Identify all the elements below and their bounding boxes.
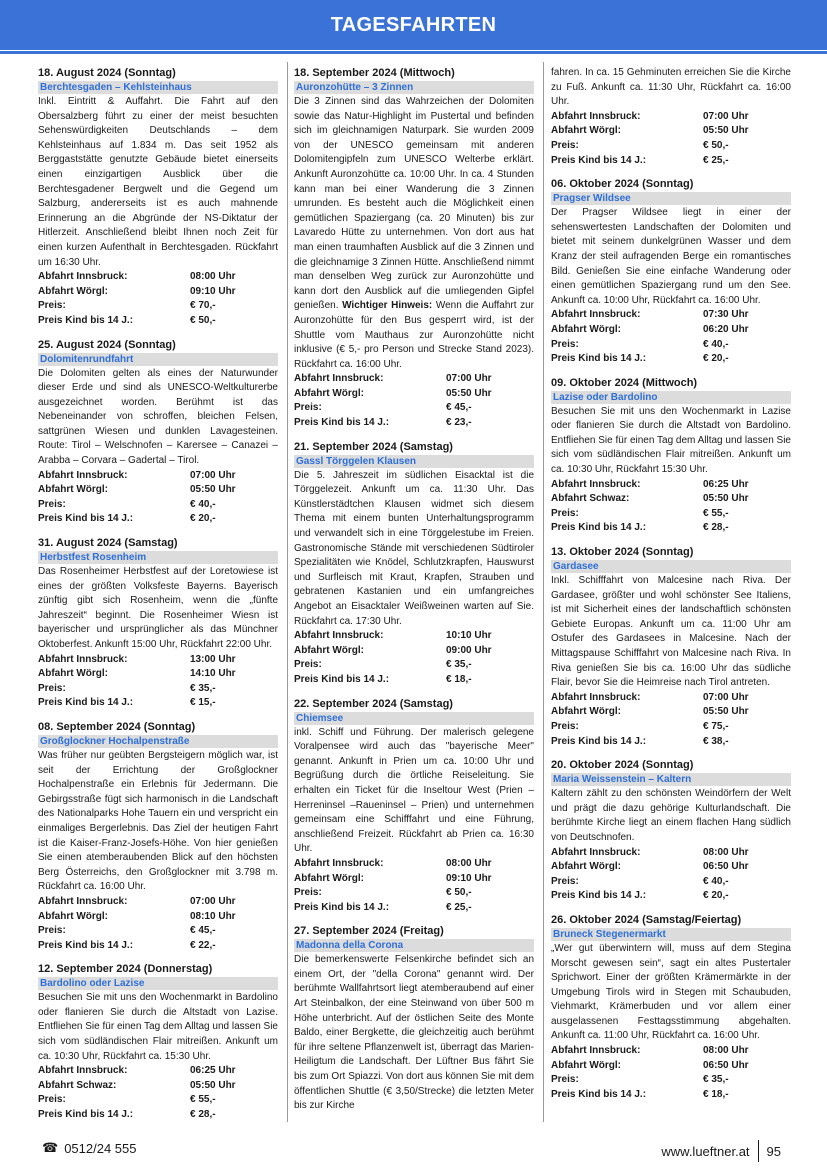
trip-date: 08. September 2024 (Sonntag) — [38, 720, 196, 733]
trip-title: Madonna della Corona — [294, 939, 534, 952]
trip-entry — [551, 913, 791, 1103]
detail-label: Preis: — [551, 720, 579, 732]
detail-value: 05:50 Uhr — [190, 484, 236, 496]
detail-value: € 50,- — [190, 314, 216, 326]
trip-text: Besuchen Sie mit uns den Wochenmarkt in Lazise oder flanieren Sie durch die Altstadt von Bardolino. Entfliehen Sie für einen Tag dem Alltag und lassen Sie sich vom südländischen Flair mitreißen. Ankunft um ca. 10:30 Uhr, Rückfahrt 15:30 Uhr. — [551, 405, 791, 476]
trip-title: Pragser Wildsee — [551, 192, 791, 205]
detail-value: 09:10 Uhr — [190, 285, 236, 297]
detail-label: Preis Kind bis 14 J.: — [294, 417, 390, 429]
detail-label: Preis Kind bis 14 J.: — [551, 735, 647, 747]
detail-value: 06:25 Uhr — [190, 1065, 236, 1077]
detail-label: Abfahrt Innsbruck: — [551, 846, 641, 858]
trip-text: inkl. Schiff und Führung. Der malerisch gelegene Voralpensee wird auch das "bayerische Meer" genannt. Ankunft in Prien um ca. 10:00 Uhr und Begrüßung durch die örtliche Reiseleitung. Sie erhalten ein Ticket für die Inseltour West (Prien – Herreninsel –Raueninsel – Prien) und unternehmen gemeinsam eine Schifffahrt und eine Führung, anschließend Freizeit. Rückfahrt ab Prien ca. 16:30 Uhr. — [294, 726, 534, 855]
detail-row — [38, 1064, 278, 1079]
phone-icon: ☎ — [42, 1140, 59, 1155]
trip-text: Die Dolomiten gelten als eines der Naturwunder dieser Erde und sind als UNESCO-Weltkulturerbe ausgezeichnet worden. Berühmt ist das Nebeneinander von schroffen, bleichen Felsen, sattgrünen Wiesen und dunklen Lavagesteinen. Route: Tirol – Welschnofen – Karersee – Canazei – Arabba – Corvara – Gadertal – Tirol. — [38, 367, 278, 467]
trip-date: 31. August 2024 (Samstag) — [38, 537, 178, 550]
detail-value: 10:10 Uhr — [446, 630, 492, 642]
note-text: Wenn die Auffahrt zur Auronzohütte für den Bus gesperrt wird, ist der Shuttle vom Mauthaus zur Auronzohütte nicht inklusive (€ 5,- pro Person und Strecke Stand 2023). Rückfahrt ca. 16:00 Uhr. — [294, 300, 534, 370]
detail-row — [294, 387, 534, 402]
detail-row — [551, 124, 791, 139]
detail-label: Abfahrt Wörgl: — [38, 910, 108, 922]
trip-entry — [294, 66, 534, 431]
trip-title: Bruneck Stegenermarkt — [551, 928, 791, 941]
detail-row — [551, 1059, 791, 1074]
detail-row — [551, 492, 791, 507]
trip-text: Die 3 Zinnen sind das Wahrzeichen der Dolomiten sowie das Natur-Highlight im Pustertal und befinden sich im gleichnamigen Naturpark. Sie wurden 2009 von der UNESCO gemeinsam mit anderen Dolomitengipfeln zum UNESCO Welterbe erklärt. Ankunft Auronzohütte ca. 10:00 Uhr. In ca. 4 Stunden kann man bei einer Wanderung die 3 Zinnen umrunden. Es besteht auch die Möglichkeit einen gemütlichen Spaziergang (ca. 20 Minuten) bis zur Lavaredo Hütte zu unternehmen. Von dort aus hat man einen traumhaften Ausblick auf die 3 Zinnen und die gleichnamige 3 Zinnen Hütte. Anschließend nimmt man denselben Weg zurück zur Auronzohütte und kann dort den Ausblick auf die umliegenden Gipfel genießen. — [294, 96, 534, 312]
detail-value: 08:00 Uhr — [703, 846, 749, 858]
trip-description — [38, 565, 278, 653]
trip-description — [38, 95, 278, 270]
detail-label: Abfahrt Innsbruck: — [294, 857, 384, 869]
detail-label: Abfahrt Wörgl: — [551, 125, 621, 137]
detail-label: Abfahrt Schwaz: — [551, 493, 630, 505]
detail-value: 08:10 Uhr — [190, 910, 236, 922]
detail-label: Abfahrt Wörgl: — [38, 668, 108, 680]
trip-entry — [294, 924, 534, 1114]
detail-label: Preis: — [294, 887, 322, 899]
detail-label: Preis: — [551, 139, 579, 151]
trip-title: Lazise oder Bardolino — [551, 391, 791, 404]
detail-label: Preis: — [38, 1094, 66, 1106]
trip-text: Der Pragser Wildsee liegt in einer der sehenswertesten Landschaften der Dolomiten und bietet mit seinem dunkelgrünen Wasser und dem Kranz der steil aufragenden Berge ein romantisches Bild. Genießen Sie eine einfache Wanderung oder einen gemütlichen Spaziergang rund um den See. Ankunft ca. 10:00 Uhr, Rückfahrt ca. 16:00 Uhr. — [551, 207, 791, 306]
detail-label: Preis: — [294, 659, 322, 671]
detail-label: Preis Kind bis 14 J.: — [38, 939, 134, 951]
trip-title: Gardasee — [551, 560, 791, 573]
trip-entry — [38, 536, 278, 711]
column-3 — [551, 66, 791, 1111]
detail-value: € 70,- — [190, 300, 216, 312]
trip-date: 12. September 2024 (Donnerstag) — [38, 963, 213, 976]
detail-label: Abfahrt Innsbruck: — [38, 271, 128, 283]
detail-label: Preis: — [294, 402, 322, 414]
trip-entry — [38, 962, 278, 1122]
detail-value: 08:00 Uhr — [703, 1045, 749, 1057]
detail-row — [294, 629, 534, 644]
detail-row — [551, 478, 791, 493]
detail-label: Preis: — [551, 1074, 579, 1086]
column-divider — [543, 62, 544, 1122]
trip-date: 18. September 2024 (Mittwoch) — [294, 67, 455, 79]
trip-description — [551, 574, 791, 691]
detail-row — [294, 857, 534, 872]
detail-row — [294, 673, 534, 688]
trip-description — [551, 405, 791, 478]
trip-text: „Wer gut überwintern will, muss auf dem Stegina Morscht gewesen sein“, sagt ein altes Pustertaler Sprichwort. Einer der größten Krämermärkte in der Umgebung Tirols wird in Stegen mit Schaubuden, Viehmarkt, Krämerbuden und vor allem einer ausgelassenen Festtagsstimmung abgehalten. Ankunft ca. 11:00 Uhr, Rückfahrt ca. 16:00 Uhr. — [551, 942, 791, 1042]
detail-row — [294, 658, 534, 673]
detail-row — [551, 1088, 791, 1103]
detail-value: € 45,- — [190, 925, 216, 937]
detail-label: Abfahrt Schwaz: — [38, 1079, 117, 1091]
detail-row — [551, 860, 791, 875]
detail-label: Abfahrt Innsbruck: — [38, 895, 128, 907]
detail-value: € 28,- — [703, 522, 729, 534]
footer-separator — [758, 1140, 759, 1162]
detail-row — [294, 416, 534, 431]
detail-row — [294, 372, 534, 387]
detail-value: € 25,- — [446, 901, 472, 913]
detail-row — [551, 846, 791, 861]
detail-row — [551, 154, 791, 169]
detail-label: Abfahrt Wörgl: — [38, 484, 108, 496]
detail-row — [38, 910, 278, 925]
column-divider — [287, 62, 288, 1122]
detail-label: Abfahrt Innsbruck: — [551, 1045, 641, 1057]
detail-label: Preis Kind bis 14 J.: — [38, 697, 134, 709]
header-bar — [0, 0, 827, 50]
detail-value: € 55,- — [703, 507, 729, 519]
detail-value: 06:50 Uhr — [703, 861, 749, 873]
column-2 — [294, 66, 534, 1123]
detail-label: Preis Kind bis 14 J.: — [551, 890, 647, 902]
detail-label: Abfahrt Wörgl: — [551, 323, 621, 335]
detail-value: 06:50 Uhr — [703, 1059, 749, 1071]
trip-text: Was früher nur geübten Bergsteigern möglich war, ist seit der Errichtung der Großglockner Hochalpenstraße ein Erlebnis für Jedermann. Die Gebirgsstraße fügt sich harmonisch in die Landschaft des Nationalparks Hohe Tauern ein und verspricht ein einmaliges Bergerlebnis. Das Ziel der heutigen Fahrt ist die Kaiser-Franz-Josefs-Höhe. Von hier genießen Sie einen atemberaubenden Blick auf den höchsten Berg Österreichs, den Großglockner mit 3.798 m. Rückfahrt ca. 16:00 Uhr. — [38, 749, 278, 893]
detail-value: € 55,- — [190, 1094, 216, 1106]
trip-entry — [294, 440, 534, 688]
detail-value: € 22,- — [190, 939, 216, 951]
detail-label: Abfahrt Wörgl: — [294, 644, 364, 656]
trip-text: Inkl. Schifffahrt von Malcesine nach Riva. Der Gardasee, größter und wohl schönster See Italiens, ist mit Sicherheit eines der landschaftlich schönsten Gebiete Europas. Ankunft um ca. 11:00 Uhr am Ostufer des Gardasees in Malcesine. Nach der Mittagspause Schifffahrt von Malcesine nach Riva. In Riva genießen Sie bis ca. 16:00 Uhr das südliche Flair, bevor Sie die Heimreise nach Tirol antreten. — [551, 575, 791, 689]
trip-description — [294, 469, 534, 630]
detail-row — [38, 696, 278, 711]
detail-row — [38, 1108, 278, 1123]
note-label: Wichtiger Hinweis: — [342, 300, 433, 312]
detail-row — [38, 1079, 278, 1094]
trip-description — [551, 206, 791, 308]
detail-value: 14:10 Uhr — [190, 668, 236, 680]
detail-row — [551, 705, 791, 720]
detail-value: € 18,- — [703, 1088, 729, 1100]
detail-label: Preis Kind bis 14 J.: — [551, 353, 647, 365]
detail-label: Preis Kind bis 14 J.: — [551, 522, 647, 534]
detail-value: 05:50 Uhr — [703, 125, 749, 137]
detail-row — [551, 875, 791, 890]
detail-label: Preis Kind bis 14 J.: — [294, 673, 390, 685]
trip-text: Das Rosenheimer Herbstfest auf der Loretowiese ist eines der größten Volksfeste Bayerns. Bayerisch zünftig gibt sich Rosenheim, wenn die „fünfte Jahreszeit“ beginnt. Die Rosenheimer Wiesn ist bayerischer und ursprünglicher als das Münchner Oktoberfest. Ankunft 15:00 Uhr, Rückfahrt 22:00 Uhr. — [38, 566, 278, 650]
trip-description — [294, 953, 534, 1114]
trip-date: 06. Oktober 2024 (Sonntag) — [551, 178, 694, 191]
trip-entry — [38, 720, 278, 953]
footer-phone — [42, 1140, 137, 1156]
detail-row — [551, 352, 791, 367]
detail-value: 07:30 Uhr — [703, 309, 749, 321]
detail-row — [551, 338, 791, 353]
detail-label: Abfahrt Innsbruck: — [551, 309, 641, 321]
page-title: TAGESFAHRTEN — [330, 13, 497, 36]
detail-label: Preis: — [551, 875, 579, 887]
trip-text: Die bemerkenswerte Felsenkirche befindet sich an einem Ort, der "della Corona" genannt wird. Der berühmte Wallfahrtsort liegt atemberaubend auf einer Art Steinbalkon, der eine Steinwand von über 500 m Höhe unterbricht. Auf der östlichen Seite des Monte Baldo, einer Bergkette, die gleichzeitig auch berühmt für ihre seltene Pflanzenwelt ist, überragt das Marien-Heiligtum die Landschaft. Der Lüftner Bus fährt Sie bis zum Ort Spiazzi. Von dort aus können Sie mit dem öffentlichen Shuttle (€ 3,50/Strecke) die letzten Meter bis zur Kirche — [294, 954, 534, 1112]
trip-entry — [551, 758, 791, 904]
detail-row — [38, 924, 278, 939]
detail-row — [551, 735, 791, 750]
detail-label: Abfahrt Innsbruck: — [294, 373, 384, 385]
trip-date: 20. Oktober 2024 (Sonntag) — [551, 759, 694, 772]
page-header — [0, 0, 827, 55]
detail-row — [551, 1044, 791, 1059]
detail-value: 07:00 Uhr — [190, 895, 236, 907]
detail-label: Abfahrt Innsbruck: — [38, 469, 128, 481]
trip-text: Die 5. Jahreszeit im südlichen Eisacktal ist die Törggelezeit. Ankunft um ca. 11:30 Uhr. Das Künstlerstädtchen Klausen widmet sich diesem Thema mit einem bunten Unterhaltungsprogramm und verwandelt sich in eine Törggelestube im Freien. Gastronomische Stände mit verschiedenen Südtiroler Spezialitäten wie Knödel, Schlutzkrapfen, Hauswurst und Surfleisch mit Kraut, Krapfen, Strauben und gebratenen Kastanien und ein umfangreiches Angebot an Eisacktaler Weißweinen warten auf Sie. Rückfahrt ca. 17:30 Uhr. — [294, 469, 534, 627]
detail-label: Abfahrt Wörgl: — [294, 872, 364, 884]
detail-row — [294, 401, 534, 416]
trip-date: 27. September 2024 (Freitag) — [294, 925, 444, 938]
trip-title: Herbstfest Rosenheim — [38, 551, 278, 564]
detail-row — [551, 521, 791, 536]
detail-value: € 40,- — [190, 498, 216, 510]
detail-value: € 20,- — [190, 513, 216, 525]
detail-label: Preis: — [551, 507, 579, 519]
trip-title: Berchtesgaden – Kehlsteinhaus — [38, 81, 278, 94]
detail-value: € 20,- — [703, 890, 729, 902]
trip-description — [38, 749, 278, 895]
detail-value: 05:50 Uhr — [703, 493, 749, 505]
detail-row — [38, 498, 278, 513]
detail-value: 07:00 Uhr — [703, 110, 749, 122]
detail-label: Preis Kind bis 14 J.: — [38, 513, 134, 525]
detail-label: Abfahrt Wörgl: — [551, 706, 621, 718]
detail-label: Preis Kind bis 14 J.: — [551, 154, 647, 166]
detail-value: 06:25 Uhr — [703, 478, 749, 490]
detail-value: € 35,- — [446, 659, 472, 671]
trip-entry — [551, 376, 791, 536]
detail-row — [38, 682, 278, 697]
detail-value: € 40,- — [703, 338, 729, 350]
detail-value: 08:00 Uhr — [446, 857, 492, 869]
trip-date: 21. September 2024 (Samstag) — [294, 440, 453, 453]
detail-value: € 40,- — [703, 875, 729, 887]
trip-description — [294, 726, 534, 857]
detail-row — [38, 939, 278, 954]
detail-row — [294, 901, 534, 916]
detail-value: 13:00 Uhr — [190, 653, 236, 665]
detail-row — [38, 270, 278, 285]
detail-row — [551, 889, 791, 904]
detail-row — [38, 483, 278, 498]
trip-description: fahren. In ca. 15 Gehminuten erreichen Sie die Kirche zu Fuß. Ankunft ca. 11:30 Uhr, Rückfahrt ca. 16:00 Uhr. — [551, 67, 791, 108]
detail-label: Abfahrt Wörgl: — [551, 861, 621, 873]
trip-description — [38, 991, 278, 1064]
detail-value: 05:50 Uhr — [446, 387, 492, 399]
trip-title: Dolomitenrundfahrt — [38, 353, 278, 366]
detail-value: 07:00 Uhr — [703, 691, 749, 703]
trip-date: 26. Oktober 2024 (Samstag/Feiertag) — [551, 913, 742, 926]
trip-text: Inkl. Eintritt & Auffahrt. Die Fahrt auf den Obersalzberg führt zu einer der meist besuchten Sehenswürdigkeiten Deutschlands – dem Kehlsteinhaus auf 1.834 m. Das seit 1952 als Berggaststätte genutzte Gebäude bietet einerseits einen einzigartigen Ausblick über die Berchtesgadener Bergwelt und die Gegend um Salzburg, andererseits ist es auch mahnende Erinnerung an die Abgründe der NS-Diktatur der Hitlerzeit. Anschließend bleibt Ihnen noch Zeit für einen kurzen Aufenthalt in Berchtesgaden. Rückfahrt um 16:30 Uhr. — [38, 96, 278, 268]
trip-title: Maria Weissenstein – Kaltern — [551, 773, 791, 786]
detail-row — [294, 644, 534, 659]
trip-entry — [38, 338, 278, 528]
detail-value: € 23,- — [446, 417, 472, 429]
trip-text: Kaltern zählt zu den schönsten Weindörfern der Welt und prägt die dazu gehörige Kulturlandschaft. Die berühmte Kirche liegt an einem flachen Hang südlich von Deutschnofen. — [551, 788, 791, 843]
detail-row — [38, 469, 278, 484]
trip-entry — [38, 66, 278, 329]
header-underline — [0, 51, 827, 54]
detail-label: Abfahrt Innsbruck: — [38, 653, 128, 665]
detail-label: Abfahrt Innsbruck: — [38, 1065, 128, 1077]
trip-description — [38, 367, 278, 469]
column-1 — [38, 66, 278, 1132]
detail-value: 09:00 Uhr — [446, 644, 492, 656]
trip-date: 18. August 2024 (Sonntag) — [38, 67, 176, 79]
trip-title: Gassl Törggelen Klausen — [294, 455, 534, 468]
detail-label: Abfahrt Innsbruck: — [551, 478, 641, 490]
detail-label: Abfahrt Wörgl: — [38, 285, 108, 297]
detail-label: Preis: — [38, 682, 66, 694]
detail-value: € 28,- — [190, 1109, 216, 1121]
detail-row — [38, 512, 278, 527]
detail-value: 07:00 Uhr — [190, 469, 236, 481]
trip-title: Auronzohütte – 3 Zinnen — [294, 81, 534, 94]
trip-date: 13. Oktober 2024 (Sonntag) — [551, 546, 694, 559]
detail-value: € 35,- — [703, 1074, 729, 1086]
detail-value: 05:50 Uhr — [703, 706, 749, 718]
detail-value: 09:10 Uhr — [446, 872, 492, 884]
detail-label: Abfahrt Wörgl: — [294, 387, 364, 399]
detail-label: Preis Kind bis 14 J.: — [551, 1088, 647, 1100]
detail-value: 07:00 Uhr — [446, 373, 492, 385]
detail-row — [551, 139, 791, 154]
detail-row — [38, 314, 278, 329]
detail-row — [551, 1073, 791, 1088]
detail-row — [294, 886, 534, 901]
detail-row — [38, 1093, 278, 1108]
trip-description — [294, 95, 534, 372]
detail-row — [38, 299, 278, 314]
trip-date: 22. September 2024 (Samstag) — [294, 697, 453, 710]
detail-value: € 50,- — [446, 887, 472, 899]
detail-label: Abfahrt Innsbruck: — [294, 630, 384, 642]
detail-label: Preis Kind bis 14 J.: — [38, 314, 134, 326]
detail-value: € 18,- — [446, 673, 472, 685]
detail-label: Preis: — [38, 300, 66, 312]
detail-value: € 15,- — [190, 697, 216, 709]
detail-row — [38, 667, 278, 682]
detail-label: Preis: — [38, 925, 66, 937]
detail-label: Preis Kind bis 14 J.: — [294, 901, 390, 913]
trip-entry — [551, 177, 791, 367]
detail-row — [551, 691, 791, 706]
trip-text: Besuchen Sie mit uns den Wochenmarkt in Bardolino oder flanieren Sie durch die Altstadt von Lazise. Entfliehen Sie für einen Tag dem Alltag und lassen Sie sich vom südländischen Flair mitreißen. Ankunft um ca. 10:30 Uhr, Rückfahrt ca. 15:30 Uhr. — [38, 992, 278, 1062]
footer-website — [661, 1140, 781, 1162]
detail-row — [38, 895, 278, 910]
detail-value: € 45,- — [446, 402, 472, 414]
detail-label: Abfahrt Innsbruck: — [551, 110, 641, 122]
detail-value: € 50,- — [703, 139, 729, 151]
detail-row — [551, 308, 791, 323]
trip-entry — [294, 697, 534, 916]
trip-date: 25. August 2024 (Sonntag) — [38, 338, 176, 351]
trip-continuation — [551, 66, 791, 168]
detail-label: Preis: — [551, 338, 579, 350]
trip-entry — [551, 545, 791, 749]
detail-row — [38, 653, 278, 668]
trip-title: Chiemsee — [294, 712, 534, 725]
page-number: 95 — [766, 1143, 781, 1159]
detail-label: Abfahrt Wörgl: — [551, 1059, 621, 1071]
detail-row — [551, 110, 791, 125]
detail-value: € 25,- — [703, 154, 729, 166]
detail-label: Preis: — [38, 498, 66, 510]
detail-value: 08:00 Uhr — [190, 271, 236, 283]
trip-title: Großglockner Hochalpenstraße — [38, 735, 278, 748]
detail-value: € 75,- — [703, 720, 729, 732]
detail-row — [551, 507, 791, 522]
phone-number: 0512/24 555 — [64, 1140, 137, 1156]
trip-title: Bardolino oder Lazise — [38, 977, 278, 990]
detail-value: 05:50 Uhr — [190, 1079, 236, 1091]
detail-value: € 20,- — [703, 353, 729, 365]
detail-row — [294, 872, 534, 887]
trip-description — [551, 787, 791, 845]
trip-description — [551, 942, 791, 1044]
detail-value: € 35,- — [190, 682, 216, 694]
detail-value: 06:20 Uhr — [703, 323, 749, 335]
detail-row — [551, 323, 791, 338]
detail-label: Abfahrt Innsbruck: — [551, 691, 641, 703]
detail-value: € 38,- — [703, 735, 729, 747]
website-link[interactable]: www.lueftner.at — [661, 1143, 750, 1159]
detail-row — [551, 720, 791, 735]
detail-row — [38, 285, 278, 300]
detail-label: Preis Kind bis 14 J.: — [38, 1109, 134, 1121]
trip-date: 09. Oktober 2024 (Mittwoch) — [551, 376, 698, 389]
